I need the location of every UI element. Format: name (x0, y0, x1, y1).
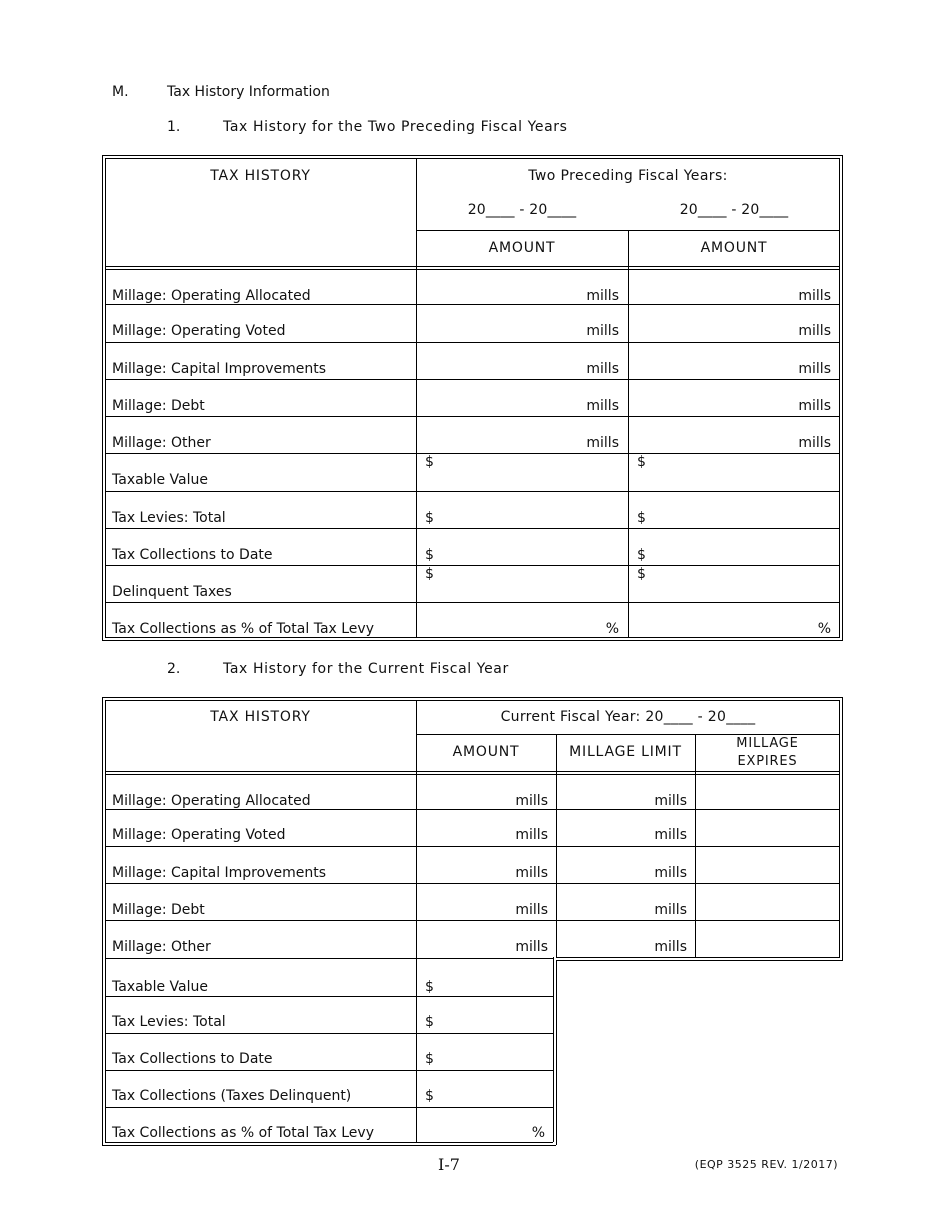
t1-row-unit-a: mills (586, 435, 619, 451)
t1-row-label: Millage: Debt (112, 398, 205, 414)
t2-amount-header: AMOUNT (452, 744, 520, 760)
t2-value-row-label: Taxable Value (112, 979, 208, 995)
t1-row-unit-b: $ (637, 454, 646, 470)
t1-row-label: Tax Levies: Total (112, 510, 226, 526)
t2-tax-history-header: TAX HISTORY (210, 709, 311, 725)
t2-millage-row-label: Millage: Other (112, 939, 211, 955)
t2-value-row-label: Tax Collections as % of Total Tax Levy (112, 1125, 374, 1141)
t1-row-label: Tax Collections to Date (112, 547, 273, 563)
t2-millage-row-limit: mills (654, 902, 687, 918)
t2-value-row-amount: $ (425, 1051, 434, 1067)
t2-millage-row-limit: mills (654, 827, 687, 843)
t1-year-range-a: 20____ - 20____ (467, 202, 577, 218)
t1-row-label: Millage: Other (112, 435, 211, 451)
t2-value-row-amount: $ (425, 979, 434, 995)
t2-millage-expires-header-line1: MILLAGE (736, 736, 799, 751)
t2-millage-row-amount: mills (515, 793, 548, 809)
t2-millage-row-limit: mills (654, 865, 687, 881)
t1-row-label: Tax Collections as % of Total Tax Levy (112, 621, 374, 637)
t1-row-unit-b: $ (637, 510, 646, 526)
t2-value-row-amount: $ (425, 1014, 434, 1030)
t1-row-unit-b: $ (637, 566, 646, 582)
t1-row-label: Millage: Capital Improvements (112, 361, 327, 377)
section-title: Tax History Information (167, 84, 330, 100)
t1-row-unit-b: mills (798, 398, 831, 414)
t2-millage-row-label: Millage: Capital Improvements (112, 865, 327, 881)
t2-millage-row-label: Millage: Operating Voted (112, 827, 286, 843)
t2-value-row-amount: $ (425, 1088, 434, 1104)
form-revision: (EQP 3525 REV. 1/2017) (694, 1158, 838, 1171)
t1-row-unit-b: mills (798, 323, 831, 339)
t1-amount-header-a: AMOUNT (488, 240, 556, 256)
t1-row-unit-b: mills (798, 361, 831, 377)
t1-year-range-b: 20____ - 20____ (679, 202, 789, 218)
sub2-title: Tax History for the Current Fiscal Year (223, 661, 509, 677)
t1-row-unit-a: $ (425, 454, 434, 470)
section-letter: M. (112, 84, 129, 100)
t1-row-unit-a: mills (586, 398, 619, 414)
t1-row-unit-a: $ (425, 547, 434, 563)
t2-value-row-label: Tax Levies: Total (112, 1014, 226, 1030)
t1-row-label: Millage: Operating Voted (112, 323, 286, 339)
t2-current-year-header: Current Fiscal Year: 20____ - 20____ (500, 709, 756, 725)
t2-value-row-label: Tax Collections (Taxes Delinquent) (112, 1088, 352, 1104)
t2-millage-row-amount: mills (515, 939, 548, 955)
t1-row-label: Delinquent Taxes (112, 584, 232, 600)
t2-millage-row-label: Millage: Debt (112, 902, 205, 918)
t2-millage-row-limit: mills (654, 939, 687, 955)
t1-tax-history-header: TAX HISTORY (210, 168, 311, 184)
t1-row-unit-a: mills (586, 361, 619, 377)
t1-row-unit-a: $ (425, 566, 434, 582)
t1-row-unit-b: $ (637, 547, 646, 563)
t1-amount-header-b: AMOUNT (700, 240, 768, 256)
t1-row-label: Millage: Operating Allocated (112, 288, 311, 304)
t2-millage-row-label: Millage: Operating Allocated (112, 793, 311, 809)
t1-row-unit-b: mills (798, 288, 831, 304)
t1-row-label: Taxable Value (112, 472, 208, 488)
page-number: I-7 (438, 1155, 460, 1174)
t1-row-unit-a: $ (425, 510, 434, 526)
t2-millage-row-limit: mills (654, 793, 687, 809)
t2-millage-row-amount: mills (515, 827, 548, 843)
t1-row-unit-a: mills (586, 323, 619, 339)
t1-preceding-years-header: Two Preceding Fiscal Years: (528, 168, 728, 184)
sub1-number: 1. (167, 119, 181, 135)
t1-row-unit-b: % (817, 621, 831, 637)
t2-value-row-amount: % (531, 1125, 545, 1141)
t2-millage-row-amount: mills (515, 865, 548, 881)
sub2-number: 2. (167, 661, 181, 677)
t2-millage-row-amount: mills (515, 902, 548, 918)
t1-row-unit-b: mills (798, 435, 831, 451)
t2-millage-expires-header-line2: EXPIRES (737, 754, 798, 769)
t1-row-unit-a: % (605, 621, 619, 637)
t1-row-unit-a: mills (586, 288, 619, 304)
t2-value-row-label: Tax Collections to Date (112, 1051, 273, 1067)
t2-millage-limit-header: MILLAGE LIMIT (569, 744, 682, 760)
sub1-title: Tax History for the Two Preceding Fiscal Years (223, 119, 568, 135)
